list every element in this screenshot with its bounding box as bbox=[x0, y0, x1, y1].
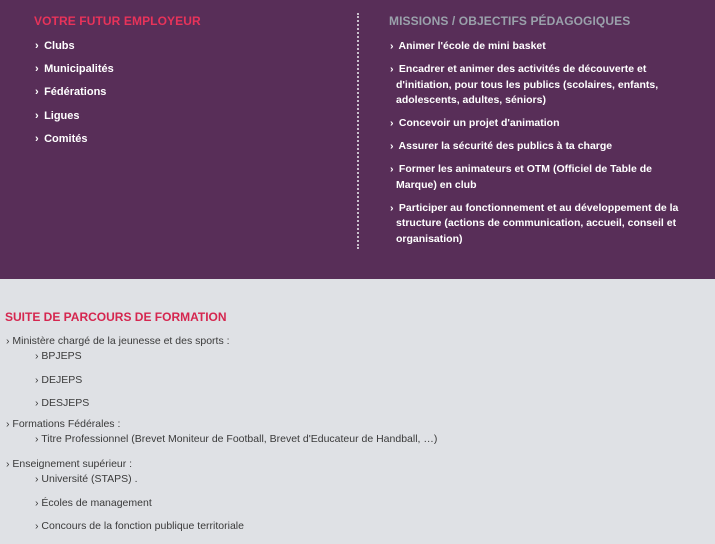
list-item bbox=[35, 85, 114, 108]
group-label bbox=[6, 457, 706, 471]
list-item bbox=[35, 109, 114, 132]
list-item-label: Concours de la fonction publique territoriale bbox=[41, 519, 244, 532]
dotted-divider bbox=[357, 13, 359, 249]
chevron-right-icon: › bbox=[35, 63, 39, 76]
list-item bbox=[35, 373, 706, 397]
list-item bbox=[35, 132, 114, 155]
list-item-label: DEJEPS bbox=[41, 373, 83, 386]
list-item-label: Écoles de management bbox=[41, 496, 152, 509]
list-item bbox=[35, 432, 706, 457]
group-label-text: Ministère chargé de la jeunesse et des sports : bbox=[12, 335, 230, 347]
employer-item-label: Fédérations bbox=[44, 86, 107, 99]
mission-item-label: Encadrer et animer des activités de découverte et d'initiation, pour tous les publics (scolaires, enfants, adolescents, adultes, séniors) bbox=[396, 63, 659, 107]
list-item bbox=[390, 201, 690, 248]
parcours-groups bbox=[6, 334, 706, 537]
list-item bbox=[35, 62, 114, 85]
chevron-right-icon: › bbox=[6, 335, 10, 347]
list-item bbox=[390, 139, 690, 155]
list-item bbox=[35, 349, 706, 373]
mission-item-label: Animer l'école de mini basket bbox=[398, 40, 546, 52]
chevron-right-icon: › bbox=[35, 373, 39, 386]
chevron-right-icon: › bbox=[35, 519, 39, 532]
list-item bbox=[35, 496, 706, 519]
chevron-right-icon: › bbox=[390, 40, 394, 52]
chevron-right-icon: › bbox=[35, 132, 39, 145]
chevron-right-icon: › bbox=[35, 350, 39, 362]
list-item-label: DESJEPS bbox=[41, 397, 90, 409]
parcours-group-ministere bbox=[6, 334, 706, 417]
list-item bbox=[390, 116, 690, 132]
list-item bbox=[390, 162, 690, 193]
group-items bbox=[6, 349, 706, 417]
employer-list bbox=[35, 39, 114, 155]
list-item bbox=[35, 39, 114, 62]
employer-item-label: Municipalités bbox=[44, 63, 114, 76]
chevron-right-icon: › bbox=[35, 496, 39, 509]
list-item-label: Université (STAPS) . bbox=[41, 473, 138, 485]
parcours-group-federales bbox=[6, 417, 706, 457]
list-item-label: Titre Professionnel (Brevet Moniteur de Football, Brevet d'Educateur de Handball, …) bbox=[41, 433, 438, 445]
list-item bbox=[390, 39, 690, 55]
list-item bbox=[35, 472, 706, 496]
chevron-right-icon: › bbox=[6, 458, 10, 470]
group-items bbox=[6, 472, 706, 537]
group-items bbox=[6, 432, 706, 457]
employer-item-label: Clubs bbox=[44, 40, 75, 52]
mission-item-label: Participer au fonctionnement et au développement de la structure (actions de communication, accueil, conseil et organisation) bbox=[396, 201, 679, 245]
chevron-right-icon: › bbox=[35, 86, 39, 99]
chevron-right-icon: › bbox=[35, 109, 39, 122]
chevron-right-icon: › bbox=[390, 201, 394, 214]
list-item bbox=[390, 62, 690, 109]
list-item-label: BPJEPS bbox=[41, 350, 82, 362]
group-label bbox=[6, 417, 706, 431]
mission-item-label: Former les animateurs et OTM (Officiel de Table de Marque) en club bbox=[396, 163, 652, 191]
chevron-right-icon: › bbox=[35, 40, 39, 52]
chevron-right-icon: › bbox=[390, 140, 394, 153]
group-label-text: Formations Fédérales : bbox=[12, 418, 121, 430]
group-label bbox=[6, 334, 706, 348]
chevron-right-icon: › bbox=[35, 473, 39, 485]
mission-item-label: Assurer la sécurité des publics à ta charge bbox=[398, 140, 613, 153]
chevron-right-icon: › bbox=[35, 433, 39, 445]
missions-heading: MISSIONS / OBJECTIFS PÉDAGOGIQUES bbox=[389, 14, 631, 28]
parcours-heading: SUITE DE PARCOURS DE FORMATION bbox=[5, 310, 227, 324]
employer-heading: VOTRE FUTUR EMPLOYEUR bbox=[34, 14, 201, 28]
chevron-right-icon: › bbox=[35, 397, 39, 409]
chevron-right-icon: › bbox=[390, 163, 394, 176]
mission-item-label: Concevoir un projet d'animation bbox=[398, 117, 560, 130]
chevron-right-icon: › bbox=[6, 418, 10, 430]
group-label-text: Enseignement supérieur : bbox=[12, 458, 133, 470]
chevron-right-icon: › bbox=[390, 63, 394, 76]
list-item bbox=[35, 396, 706, 417]
chevron-right-icon: › bbox=[390, 117, 394, 130]
parcours-group-superieur bbox=[6, 457, 706, 537]
employer-item-label: Comités bbox=[44, 132, 88, 145]
employer-item-label: Ligues bbox=[44, 109, 80, 122]
list-item bbox=[35, 519, 706, 537]
missions-list bbox=[390, 39, 690, 255]
